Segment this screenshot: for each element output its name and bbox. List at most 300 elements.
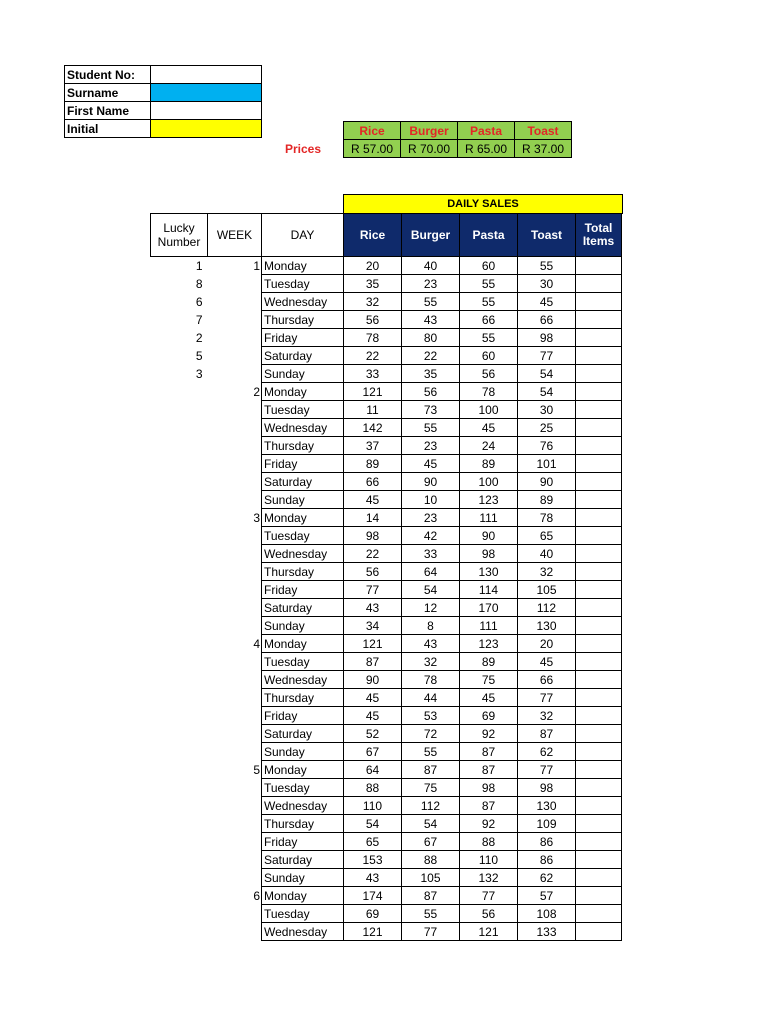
lucky-number-cell	[151, 743, 208, 761]
toast-cell: 40	[518, 545, 576, 563]
rice-cell: 22	[344, 347, 402, 365]
burger-cell: 22	[402, 347, 460, 365]
lucky-number-cell	[151, 779, 208, 797]
lucky-number-cell	[151, 509, 208, 527]
pasta-cell: 55	[460, 329, 518, 347]
header-row	[151, 214, 622, 257]
burger-cell: 87	[402, 761, 460, 779]
lucky-number-cell: 7	[195, 312, 203, 327]
week-cell	[208, 833, 262, 851]
toast-cell: 30	[518, 401, 576, 419]
price-item-header: Rice	[344, 122, 401, 140]
table-row	[151, 653, 622, 671]
lucky-number-cell	[151, 599, 208, 617]
total-items-cell[interactable]	[576, 311, 622, 329]
rice-cell: 121	[344, 635, 402, 653]
student-info-row	[65, 66, 262, 84]
toast-cell: 54	[518, 383, 576, 401]
burger-cell: 45	[402, 455, 460, 473]
daily-sales-table	[150, 213, 622, 941]
table-row	[151, 779, 622, 797]
lucky-number-cell	[151, 905, 208, 923]
student-info-value[interactable]	[151, 102, 262, 120]
total-items-cell[interactable]	[576, 329, 622, 347]
burger-cell: 54	[402, 581, 460, 599]
pasta-cell: 130	[460, 563, 518, 581]
toast-cell: 98	[518, 779, 576, 797]
toast-cell: 20	[518, 635, 576, 653]
pasta-cell: 55	[460, 293, 518, 311]
day-cell: Sunday	[262, 365, 344, 383]
lucky-number-cell	[151, 689, 208, 707]
pasta-cell: 77	[460, 887, 518, 905]
pasta-cell: 111	[460, 617, 518, 635]
day-cell: Friday	[262, 455, 344, 473]
total-items-cell[interactable]	[576, 347, 622, 365]
toast-cell: 89	[518, 491, 576, 509]
toast-cell: 57	[518, 887, 576, 905]
toast-cell: 30	[518, 275, 576, 293]
week-cell	[208, 815, 262, 833]
table-row	[151, 617, 622, 635]
day-cell: Saturday	[262, 599, 344, 617]
toast-cell: 66	[518, 671, 576, 689]
total-items-cell[interactable]	[576, 419, 622, 437]
total-items-cell[interactable]	[576, 563, 622, 581]
toast-cell: 45	[518, 293, 576, 311]
student-info-value[interactable]	[151, 120, 262, 138]
table-row	[151, 491, 622, 509]
total-items-cell[interactable]	[576, 275, 622, 293]
week-cell	[208, 419, 262, 437]
burger-cell: 53	[402, 707, 460, 725]
total-items-cell[interactable]	[576, 815, 622, 833]
price-value: R 70.00	[401, 140, 458, 158]
burger-cell: 90	[402, 473, 460, 491]
rice-cell: 110	[344, 797, 402, 815]
day-cell: Monday	[262, 635, 344, 653]
rice-cell: 69	[344, 905, 402, 923]
week-cell	[208, 563, 262, 581]
pasta-cell: 92	[460, 725, 518, 743]
rice-cell: 87	[344, 653, 402, 671]
day-cell: Monday	[262, 887, 344, 905]
week-cell	[208, 599, 262, 617]
burger-cell: 87	[402, 887, 460, 905]
total-items-cell[interactable]	[576, 545, 622, 563]
total-items-cell[interactable]	[576, 473, 622, 491]
lucky-number-cell	[151, 473, 208, 491]
lucky-number-cell	[151, 923, 208, 941]
lucky-number-cell	[151, 635, 208, 653]
table-row	[151, 797, 622, 815]
day-cell: Saturday	[262, 725, 344, 743]
rice-cell: 121	[344, 383, 402, 401]
burger-cell: 67	[402, 833, 460, 851]
pasta-cell: 45	[460, 689, 518, 707]
lucky-number-cell	[151, 833, 208, 851]
pasta-cell: 123	[460, 635, 518, 653]
day-cell: Sunday	[262, 869, 344, 887]
week-cell: 6	[253, 888, 260, 903]
pasta-cell: 69	[460, 707, 518, 725]
table-row	[151, 473, 622, 491]
day-cell: Wednesday	[262, 671, 344, 689]
week-cell	[208, 617, 262, 635]
total-items-cell[interactable]	[576, 527, 622, 545]
toast-cell: 25	[518, 419, 576, 437]
toast-header: Toast	[518, 214, 576, 257]
rice-cell: 35	[344, 275, 402, 293]
prices-table	[343, 121, 572, 158]
burger-cell: 43	[402, 635, 460, 653]
total-items-cell[interactable]	[576, 437, 622, 455]
rice-cell: 54	[344, 815, 402, 833]
toast-cell: 98	[518, 329, 576, 347]
total-items-cell[interactable]	[576, 599, 622, 617]
rice-cell: 32	[344, 293, 402, 311]
pasta-cell: 98	[460, 545, 518, 563]
rice-cell: 45	[344, 689, 402, 707]
price-item-header: Pasta	[458, 122, 515, 140]
total-items-cell[interactable]	[576, 779, 622, 797]
burger-cell: 8	[402, 617, 460, 635]
rice-cell: 78	[344, 329, 402, 347]
table-row	[151, 311, 622, 329]
rice-cell: 89	[344, 455, 402, 473]
table-row	[151, 635, 622, 653]
total-items-cell[interactable]	[576, 851, 622, 869]
total-items-cell[interactable]	[576, 365, 622, 383]
daily-sales-banner: DAILY SALES	[343, 194, 623, 214]
day-cell: Wednesday	[262, 545, 344, 563]
toast-cell: 101	[518, 455, 576, 473]
burger-cell: 33	[402, 545, 460, 563]
pasta-cell: 87	[460, 743, 518, 761]
burger-cell: 55	[402, 293, 460, 311]
table-row	[151, 401, 622, 419]
toast-cell: 66	[518, 311, 576, 329]
student-info-row	[65, 84, 262, 102]
rice-cell: 66	[344, 473, 402, 491]
pasta-cell: 114	[460, 581, 518, 599]
student-info-value[interactable]	[151, 84, 262, 102]
pasta-cell: 24	[460, 437, 518, 455]
week-cell	[208, 311, 262, 329]
rice-cell: 34	[344, 617, 402, 635]
lucky-number-cell: 3	[195, 366, 203, 381]
burger-header: Burger	[402, 214, 460, 257]
day-cell: Tuesday	[262, 275, 344, 293]
burger-cell: 56	[402, 383, 460, 401]
lucky-number-cell	[151, 545, 208, 563]
burger-cell: 23	[402, 275, 460, 293]
lucky-number-cell: 2	[195, 330, 203, 345]
rice-cell: 45	[344, 491, 402, 509]
week-cell	[208, 671, 262, 689]
week-cell	[208, 851, 262, 869]
table-row	[151, 833, 622, 851]
pasta-cell: 89	[460, 653, 518, 671]
week-cell: 2	[253, 384, 260, 399]
total-items-cell[interactable]	[576, 653, 622, 671]
day-cell: Friday	[262, 833, 344, 851]
burger-cell: 32	[402, 653, 460, 671]
lucky-number-cell	[151, 383, 208, 401]
lucky-number-cell	[151, 761, 208, 779]
lucky-number-cell	[151, 869, 208, 887]
rice-cell: 37	[344, 437, 402, 455]
day-cell: Tuesday	[262, 527, 344, 545]
burger-cell: 23	[402, 509, 460, 527]
lucky-number-cell	[151, 851, 208, 869]
table-row	[151, 419, 622, 437]
price-value: R 57.00	[344, 140, 401, 158]
burger-cell: 55	[402, 419, 460, 437]
student-info-row	[65, 102, 262, 120]
day-cell: Sunday	[262, 491, 344, 509]
week-cell	[208, 743, 262, 761]
lucky-number-cell	[151, 437, 208, 455]
table-row	[151, 383, 622, 401]
toast-cell: 105	[518, 581, 576, 599]
total-items-cell[interactable]	[576, 923, 622, 941]
lucky-number-cell	[151, 725, 208, 743]
burger-cell: 23	[402, 437, 460, 455]
lucky-number-cell: 5	[195, 348, 203, 363]
lucky-number-cell: 1	[195, 258, 203, 273]
burger-cell: 105	[402, 869, 460, 887]
rice-cell: 77	[344, 581, 402, 599]
total-items-cell[interactable]	[576, 581, 622, 599]
burger-cell: 75	[402, 779, 460, 797]
pasta-cell: 66	[460, 311, 518, 329]
burger-cell: 35	[402, 365, 460, 383]
week-cell	[208, 869, 262, 887]
table-row	[151, 455, 622, 473]
lucky-number-cell	[151, 401, 208, 419]
total-items-cell[interactable]	[576, 725, 622, 743]
total-items-cell[interactable]	[576, 761, 622, 779]
table-row	[151, 437, 622, 455]
rice-cell: 56	[344, 311, 402, 329]
rice-cell: 14	[344, 509, 402, 527]
table-row	[151, 257, 622, 275]
day-cell: Sunday	[262, 617, 344, 635]
total-items-cell[interactable]	[576, 617, 622, 635]
day-cell: Monday	[262, 761, 344, 779]
table-row	[151, 365, 622, 383]
prices-label: Prices	[285, 142, 322, 156]
rice-cell: 98	[344, 527, 402, 545]
toast-cell: 130	[518, 797, 576, 815]
day-cell: Thursday	[262, 311, 344, 329]
toast-cell: 45	[518, 653, 576, 671]
total-items-cell[interactable]	[576, 635, 622, 653]
table-row	[151, 527, 622, 545]
lucky-number-cell	[151, 491, 208, 509]
week-cell	[208, 527, 262, 545]
price-item-header: Toast	[515, 122, 572, 140]
total-items-cell[interactable]	[576, 491, 622, 509]
burger-cell: 55	[402, 743, 460, 761]
table-row	[151, 329, 622, 347]
day-cell: Saturday	[262, 851, 344, 869]
week-cell	[208, 689, 262, 707]
toast-cell: 62	[518, 869, 576, 887]
lucky-number-cell	[151, 815, 208, 833]
total-items-cell[interactable]	[576, 509, 622, 527]
toast-cell: 108	[518, 905, 576, 923]
pasta-cell: 88	[460, 833, 518, 851]
pasta-cell: 60	[460, 347, 518, 365]
pasta-cell: 111	[460, 509, 518, 527]
table-row	[151, 347, 622, 365]
week-cell	[208, 545, 262, 563]
total-items-cell[interactable]	[576, 401, 622, 419]
day-cell: Thursday	[262, 437, 344, 455]
toast-cell: 62	[518, 743, 576, 761]
lucky-number-cell	[151, 455, 208, 473]
lucky-number-cell	[151, 581, 208, 599]
week-cell	[208, 365, 262, 383]
day-cell: Thursday	[262, 815, 344, 833]
pasta-cell: 55	[460, 275, 518, 293]
toast-cell: 112	[518, 599, 576, 617]
week-cell	[208, 293, 262, 311]
table-row	[151, 707, 622, 725]
total-items-cell[interactable]	[576, 383, 622, 401]
rice-cell: 43	[344, 599, 402, 617]
total-items-cell[interactable]	[576, 707, 622, 725]
pasta-cell: 123	[460, 491, 518, 509]
week-cell	[208, 725, 262, 743]
student-info-row	[65, 120, 262, 138]
day-cell: Tuesday	[262, 401, 344, 419]
lucky-number-cell	[151, 797, 208, 815]
total-items-cell[interactable]	[576, 743, 622, 761]
rice-cell: 64	[344, 761, 402, 779]
rice-cell: 52	[344, 725, 402, 743]
burger-cell: 43	[402, 311, 460, 329]
burger-cell: 72	[402, 725, 460, 743]
burger-cell: 78	[402, 671, 460, 689]
burger-cell: 42	[402, 527, 460, 545]
day-cell: Saturday	[262, 347, 344, 365]
day-cell: Tuesday	[262, 779, 344, 797]
total-items-cell[interactable]	[576, 293, 622, 311]
day-cell: Monday	[262, 509, 344, 527]
pasta-cell: 45	[460, 419, 518, 437]
total-items-header: Total Items	[576, 214, 622, 257]
toast-cell: 32	[518, 707, 576, 725]
rice-cell: 121	[344, 923, 402, 941]
day-cell: Friday	[262, 707, 344, 725]
toast-cell: 76	[518, 437, 576, 455]
table-row	[151, 689, 622, 707]
pasta-cell: 56	[460, 905, 518, 923]
toast-cell: 109	[518, 815, 576, 833]
week-cell	[208, 797, 262, 815]
table-row	[151, 581, 622, 599]
burger-cell: 77	[402, 923, 460, 941]
lucky-number-cell	[151, 671, 208, 689]
day-cell: Monday	[262, 257, 344, 275]
table-row	[151, 563, 622, 581]
rice-cell: 33	[344, 365, 402, 383]
pasta-cell: 87	[460, 797, 518, 815]
price-item-header: Burger	[401, 122, 458, 140]
total-items-cell[interactable]	[576, 869, 622, 887]
lucky-number-cell	[151, 887, 208, 905]
day-cell: Wednesday	[262, 923, 344, 941]
burger-cell: 10	[402, 491, 460, 509]
table-row	[151, 851, 622, 869]
price-value: R 65.00	[458, 140, 515, 158]
student-info-label: Initial	[65, 120, 151, 138]
day-cell: Wednesday	[262, 293, 344, 311]
table-row	[151, 545, 622, 563]
table-row	[151, 743, 622, 761]
week-cell	[208, 581, 262, 599]
total-items-cell[interactable]	[576, 887, 622, 905]
table-row	[151, 869, 622, 887]
total-items-cell[interactable]	[576, 671, 622, 689]
rice-cell: 65	[344, 833, 402, 851]
total-items-cell[interactable]	[576, 797, 622, 815]
pasta-cell: 98	[460, 779, 518, 797]
pasta-cell: 132	[460, 869, 518, 887]
day-cell: Wednesday	[262, 419, 344, 437]
total-items-cell[interactable]	[576, 833, 622, 851]
day-cell: Thursday	[262, 689, 344, 707]
rice-cell: 88	[344, 779, 402, 797]
week-cell	[208, 275, 262, 293]
lucky-number-cell: 6	[195, 294, 203, 309]
lucky-number-cell	[151, 527, 208, 545]
burger-cell: 55	[402, 905, 460, 923]
burger-cell: 12	[402, 599, 460, 617]
student-info-label: Student No:	[65, 66, 151, 84]
total-items-cell[interactable]	[576, 257, 622, 275]
week-cell	[208, 905, 262, 923]
toast-cell: 78	[518, 509, 576, 527]
table-row	[151, 815, 622, 833]
pasta-cell: 100	[460, 473, 518, 491]
student-info-label: Surname	[65, 84, 151, 102]
table-row	[151, 761, 622, 779]
day-cell: Tuesday	[262, 653, 344, 671]
lucky-number-cell	[151, 617, 208, 635]
total-items-cell[interactable]	[576, 689, 622, 707]
toast-cell: 90	[518, 473, 576, 491]
rice-cell: 174	[344, 887, 402, 905]
toast-cell: 77	[518, 761, 576, 779]
rice-cell: 11	[344, 401, 402, 419]
week-cell	[208, 707, 262, 725]
week-cell	[208, 473, 262, 491]
table-row	[151, 887, 622, 905]
lucky-number-header: Lucky Number	[151, 214, 208, 257]
student-info-value[interactable]	[151, 66, 262, 84]
rice-cell: 22	[344, 545, 402, 563]
total-items-cell[interactable]	[576, 905, 622, 923]
day-cell: Friday	[262, 581, 344, 599]
pasta-cell: 89	[460, 455, 518, 473]
week-cell	[208, 779, 262, 797]
toast-cell: 86	[518, 833, 576, 851]
total-items-cell[interactable]	[576, 455, 622, 473]
